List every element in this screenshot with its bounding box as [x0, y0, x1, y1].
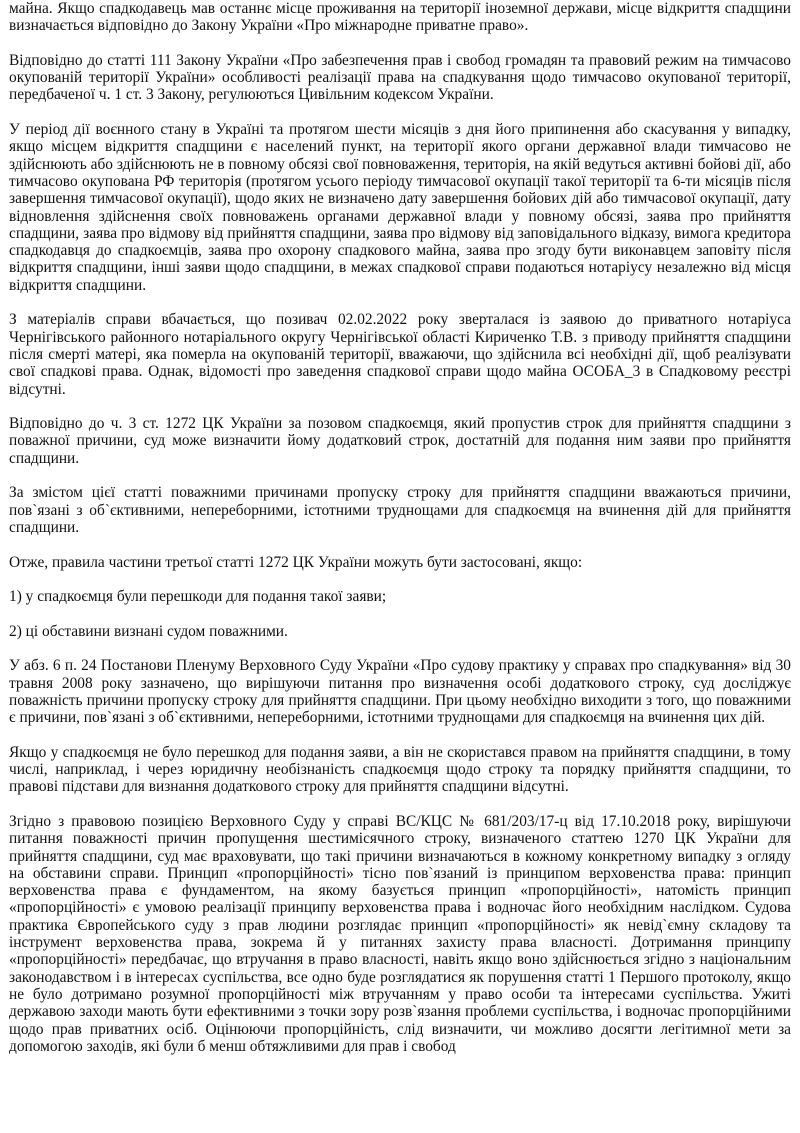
paragraph-condition-1: 1) у спадкоємця були перешкоди для подання такої заяви;: [9, 588, 387, 606]
paragraph-valid-reasons: За змістом цієї статті поважними причинами пропуску строку для прийняття спадщини вважаються причини, пов`язані з об`єктивними, непереборними, істотними труднощами для спадкоємця на вчинення дій для прийняття спадщини.: [9, 484, 791, 536]
paragraph-article-111: Відповідно до статті 111 Закону України «Про забезпечення прав і свобод громадян та правовий режим на тимчасово окупованій території України» особливості реалізації права на спадкування щодо тимчасово окупованої території, передбаченої ч. 1 ст. 3 Закону, регулюються Цивільним кодексом України.: [9, 51, 791, 104]
document-page: [9, 0, 791, 1055]
paragraph-supreme-court-position: Згідно з правовою позицією Верховного Суду у справі ВС/КЦС № 681/203/17-ц від 17.10.2018 року, вирішуючи питання поважності причин пропущення шестимісячного строку, визначеного статтею 1270 ЦК України для прийняття спадщини, суд має враховувати, що такі причини визначаються в кожному конкретному випадку з огляду на обставини справи. Принцип «пропорційності» тісно пов`язаний із принципом верховенства права: принцип верховенства права є фундаментом, на якому базується принцип «пропорційності», натомість принцип «пропорційності» є умовою реалізації принципу верховенства права і водночас його необхідним наслідком. Судова практика Європейського суду з прав людини розглядає принцип «пропорційності» як невід`ємну складову та інструмент верховенства права, зокрема й у питаннях захисту права власності. Дотримання принципу «пропорційності» передбачає, що втручання в право власності, навіть якщо воно здійснюється згідно з національним законодавством і в інтересах суспільства, все одно буде розглядатися як порушення статті 1 Першого протоколу, якщо не було дотримано розумної пропорційності між втручанням у право особи та інтересами суспільства. Ужиті державою заходи мають бути ефективними з точки зору розв`язання проблеми суспільства, і водночас пропорційними щодо прав приватних осіб. Оцінюючи пропорційність, слід визначити, чи можливо досягти легітимної мети за допомогою заходів, які були б менш обтяжливими для прав і свобод: [9, 812, 791, 1055]
paragraph-case-materials: З матеріалів справи вбачається, що позивач 02.02.2022 року зверталася із заявою до приватного нотаріуса Чернігівського районного нотаріального округу Чернігівської області Кириченко Т.В. з приводу прийняття спадщини після смерті матері, яка померла на окупованій території, вважаючи, що здійснила всі необхідні дії, щоб реалізувати свої спадкові права. Однак, відомості про заведення спадкової справи щодо майна ОСОБА_3 в Спадковому реєстрі відсутні.: [9, 311, 791, 398]
paragraph-condition-2: 2) ці обставини визнані судом поважними.: [9, 622, 288, 640]
paragraph-no-obstacles: Якщо у спадкоємця не було перешкод для подання заяви, а він не скористався правом на прийняття спадщини, в тому числі, наприклад, і через юридичну необізнаність спадкоємця щодо строку та порядку прийняття спадщини, то правові підстави для визнання додаткового строку для прийняття спадщини відсутні.: [9, 743, 791, 796]
paragraph-conditions-intro: Отже, правила частини третьої статті 1272 ЦК України можуть бути застосовані, якщо:: [9, 553, 583, 571]
paragraph-martial-law: У період дії воєнного стану в Україні та протягом шести місяців з дня його припинення або скасування у випадку, якщо місцем відкриття спадщини є населений пункт, на території якого органи державної влади тимчасово не здійснюють або здійснюють не в повному обсязі свої повноваження, територія, на якій ведуться активні бойові дії, або тимчасово окупована РФ територія (протягом усього періоду тимчасової окупації такої території та 6-ти місяців після завершення тимчасової окупації), щодо яких не визначено дату завершення бойових дій або тимчасової окупації, дату відновлення здійснення своїх повноважень органами державної влади у повному обсязі, заява про прийняття спадщини, заява про відмову від прийняття спадщини, заява про відмову від заповідального відказу, вимога кредитора спадкодавця до спадкоємців, заява про охорону спадкового майна, заява про згоду бути виконавцем заповіту після відкриття спадщини, інші заяви щодо спадщини, в межах спадкової справи подаються нотаріусу незалежно від місця відкриття спадщини.: [9, 121, 791, 294]
paragraph-inheritance-location: майна. Якщо спадкодавець мав останнє місце проживання на території іноземної держави, місце відкриття спадщини визначається відповідно до Закону України «Про міжнародне приватне право».: [9, 0, 791, 35]
paragraph-plenum-resolution: У абз. 6 п. 24 Постанови Пленуму Верховного Суду України «Про судову практику у справах про спадкування» від 30 травня 2008 року зазначено, що вирішуючи питання про визначення особі додаткового строку, суд досліджує поважність причини пропуску строку для прийняття спадщини. При цьому необхідно виходити з того, що поважними є причини, пов`язані з об`єктивними, непереборними, істотними труднощами для спадкоємця на вчинення цих дій.: [9, 657, 791, 727]
paragraph-article-1272: Відповідно до ч. 3 ст. 1272 ЦК України за позовом спадкоємця, який пропустив строк для прийняття спадщини з поважної причини, суд може визначити йому додатковий строк, достатній для подання ним заяви про прийняття спадщини.: [9, 415, 791, 467]
